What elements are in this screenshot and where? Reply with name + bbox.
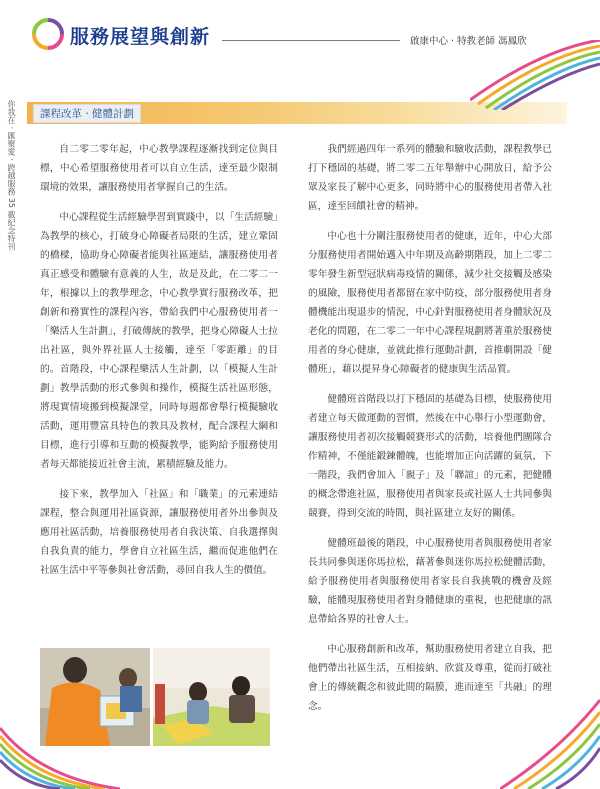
paragraph: 中心服務創新和改革，幫助服務使用者建立自我，把他們帶出社區生活，互相接納、欣賞及尊重，從而打破社會上的傳統觀念和彼此間的隔膜，進而達至「共融」的理念。 xyxy=(308,644,552,712)
paragraph: 接下來，教學加入「社區」和「職業」的元素連結課程，整合與運用社區資源，讓服務使用者外出參與及應用社區活動，培養服務使用者自我決策、自我選擇與自我負責的能力，學會自立社區生活，繼而促進他們在社區生活中平等參與社會活動，尋回自我人生的價值。 xyxy=(40,489,278,576)
activity-photo-1 xyxy=(40,648,150,746)
section-label: 課程改革 ‧ 健體計劃 xyxy=(33,104,141,123)
left-column xyxy=(40,140,278,591)
title-divider xyxy=(222,40,400,41)
page-title: 服務展望與創新 xyxy=(70,26,211,48)
paragraph: 健體班最後的階段，中心服務使用者與服務使用者家長共同參與迷你馬拉松，藉著參與迷你馬拉松健體活動，給予服務使用者與服務使用者家長自我挑戰的機會及經驗，能體現服務使用者對身體健康的重視，也把健康的訊息帶給各界的社會人士。 xyxy=(308,538,552,625)
side-banner: 你我在 ‧ 匯聚愛 ‧ 跨越服務 35 載紀念特刊 xyxy=(7,100,16,251)
paragraph: 中心課程從生活經驗學習到實踐中，以「生活經驗」為教學的核心，打破身心障礙者局限的生活，建立鞏固的橋樑，協助身心障礙者能與社區連結，讓服務使用者真正感受和體驗有意義的人生，故是及此，在二零二一年，根據以上的教學理念，中心教學實行服務改革，把創新和務實性的課程內容，帶給我們中心服務使用者一「樂活人生計劃」，打破傳統的教學，把身心障礙人士拉出社區，與外界社區人士接觸，達至「零距離」的目的。首階段，中心課程樂活人生計劃，以「模擬人生計劃」教學活動的形式參與和操作，模擬生活社區形態，將現實情境搬到模擬課堂，同時每週都會舉行模擬驗收活動，運用豐富具特色的教具及教材，配合課程大綱和目標，進行引導和互動的模擬教學，能夠給予服務使用者每天都能接近社會主流，累積經驗及能力。 xyxy=(40,212,278,470)
rainbow-ring-logo-icon xyxy=(30,16,66,52)
activity-photo-1-illustration xyxy=(40,648,150,746)
paragraph: 健體班首階段以打下穩固的基礎為目標，使服務使用者建立每天做運動的習慣，然後在中心舉行小型運動會，讓服務使用者初次接觸競賽形式的活動，培養他們團隊合作精神，不僅能鍛鍊體魄，也能增加正向活躍的氣氛，下一階段，我們會加入「親子」及「聯誼」的元素，把健體的概念帶進社區，服務使用者與家長或社區人士共同參與競賽，得到交流的時間，與社區建立友好的關係。 xyxy=(308,394,552,519)
right-column xyxy=(308,140,552,727)
author-byline: 啟康中心 ‧ 特教老師 馮鳳欣 xyxy=(410,36,527,47)
section-header-bar xyxy=(27,102,567,124)
paragraph: 中心也十分關注服務使用者的健康，近年，中心大部分服務使用者開始邁入中年期及高齡期階段，加上二零二零年發生新型冠狀病毒疫情的關係，減少社交接觸及感染的風險，服務使用者都留在家中防疫，部分服務使用者身體機能出現退步的情況，中心針對服務使用者身體狀況及老化的問題，在二零二一年中心課程規劃將著重於服務使用者的身心健康，並就此推行運動計劃，首推劇開設「健體班」，藉以提昇身心障礙者的健康與生活品質。 xyxy=(308,231,552,375)
paragraph: 我們經過四年一系列的體驗和驗收活動，課程教學已打下穩固的基礎，將二零二五年舉辦中心開放日，給予公眾及家長了解中心更多，同時將中心的服務使用者帶入社區，達至回饋社會的精神。 xyxy=(308,144,552,212)
activity-photo-2 xyxy=(153,648,270,746)
activity-photo-2-illustration xyxy=(153,648,270,746)
paragraph: 自二零二零年起，中心教學課程逐漸找到定位與目標，中心希望服務使用者可以自立生活，達至最少限制環境的效果，讓服務使用者掌握自己的生活。 xyxy=(40,144,278,193)
rainbow-swoosh-top-icon xyxy=(470,40,600,110)
